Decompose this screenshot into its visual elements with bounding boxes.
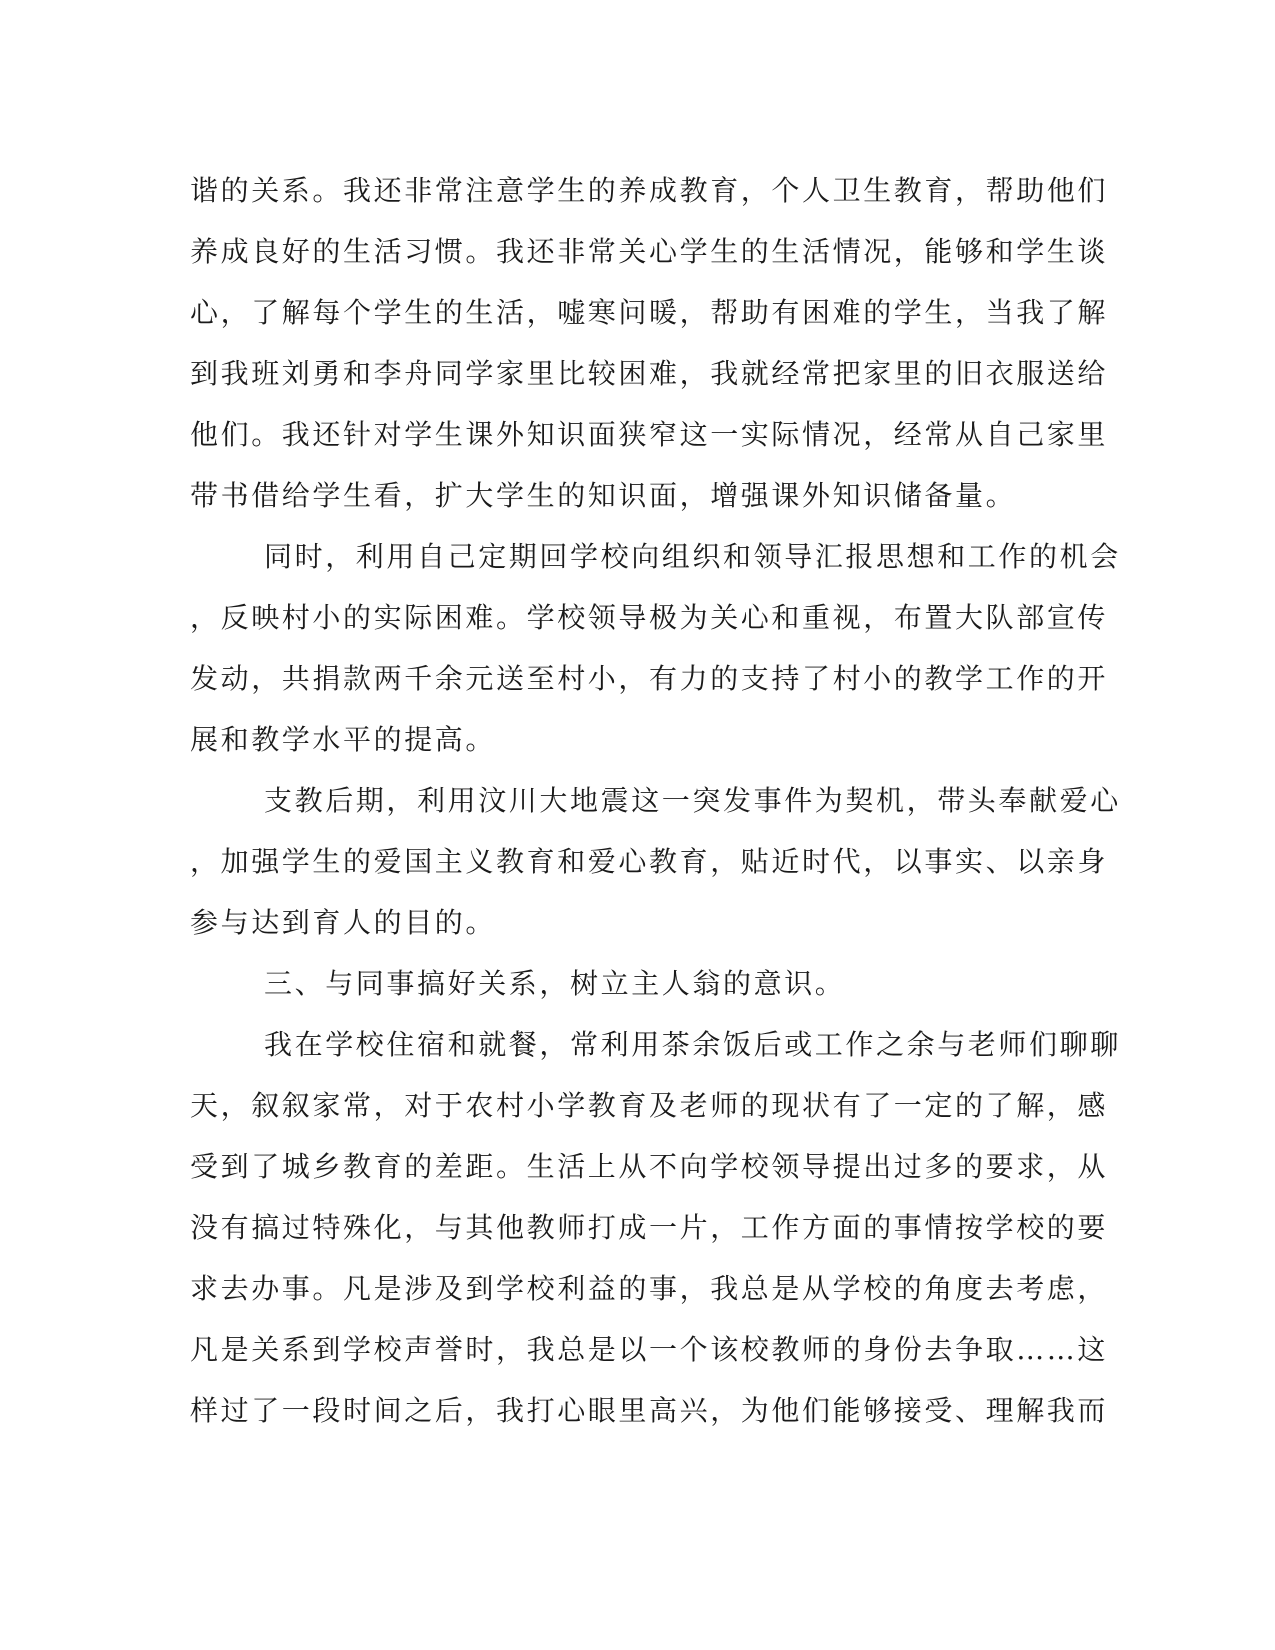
text-line: 他们。我还针对学生课外知识面狭窄这一实际情况，经常从自己家里 <box>190 418 1109 451</box>
text-line: ，加强学生的爱国主义教育和爱心教育，贴近时代，以事实、以亲身 <box>190 845 1109 878</box>
text-line: ，反映村小的实际困难。学校领导极为关心和重视，布置大队部宣传 <box>190 601 1109 634</box>
section-heading: 三、与同事搞好关系，树立主人翁的意识。 <box>264 967 846 1000</box>
text-line: 谐的关系。我还非常注意学生的养成教育，个人卫生教育，帮助他们 <box>190 174 1109 207</box>
text-line: 到我班刘勇和李舟同学家里比较困难，我就经常把家里的旧衣服送给 <box>190 357 1109 390</box>
text-line: 展和教学水平的提高。 <box>190 723 497 756</box>
text-line: 养成良好的生活习惯。我还非常关心学生的生活情况，能够和学生谈 <box>190 235 1109 268</box>
paragraph-start-line: 支教后期，利用汶川大地震这一突发事件为契机，带头奉献爱心 <box>264 784 1121 817</box>
text-line: 没有搞过特殊化，与其他教师打成一片，工作方面的事情按学校的要 <box>190 1211 1109 1244</box>
text-line: 求去办事。凡是涉及到学校利益的事，我总是从学校的角度去考虑， <box>190 1272 1109 1305</box>
text-line: 天，叙叙家常，对于农村小学教育及老师的现状有了一定的了解，感 <box>190 1089 1109 1122</box>
text-line: 发动，共捐款两千余元送至村小，有力的支持了村小的教学工作的开 <box>190 662 1109 695</box>
text-line: 参与达到育人的目的。 <box>190 906 497 939</box>
paragraph-start-line: 同时，利用自己定期回学校向组织和领导汇报思想和工作的机会 <box>264 540 1121 573</box>
text-line: 样过了一段时间之后，我打心眼里高兴，为他们能够接受、理解我而 <box>190 1394 1109 1427</box>
paragraph-start-line: 我在学校住宿和就餐，常利用茶余饭后或工作之余与老师们聊聊 <box>264 1028 1121 1061</box>
document-body <box>190 160 1121 1441</box>
text-line: 受到了城乡教育的差距。生活上从不向学校领导提出过多的要求，从 <box>190 1150 1109 1183</box>
text-line: 凡是关系到学校声誉时，我总是以一个该校教师的身份去争取……这 <box>190 1333 1109 1366</box>
text-line: 带书借给学生看，扩大学生的知识面，增强课外知识储备量。 <box>190 479 1017 512</box>
text-line: 心，了解每个学生的生活，嘘寒问暖，帮助有困难的学生，当我了解 <box>190 296 1109 329</box>
